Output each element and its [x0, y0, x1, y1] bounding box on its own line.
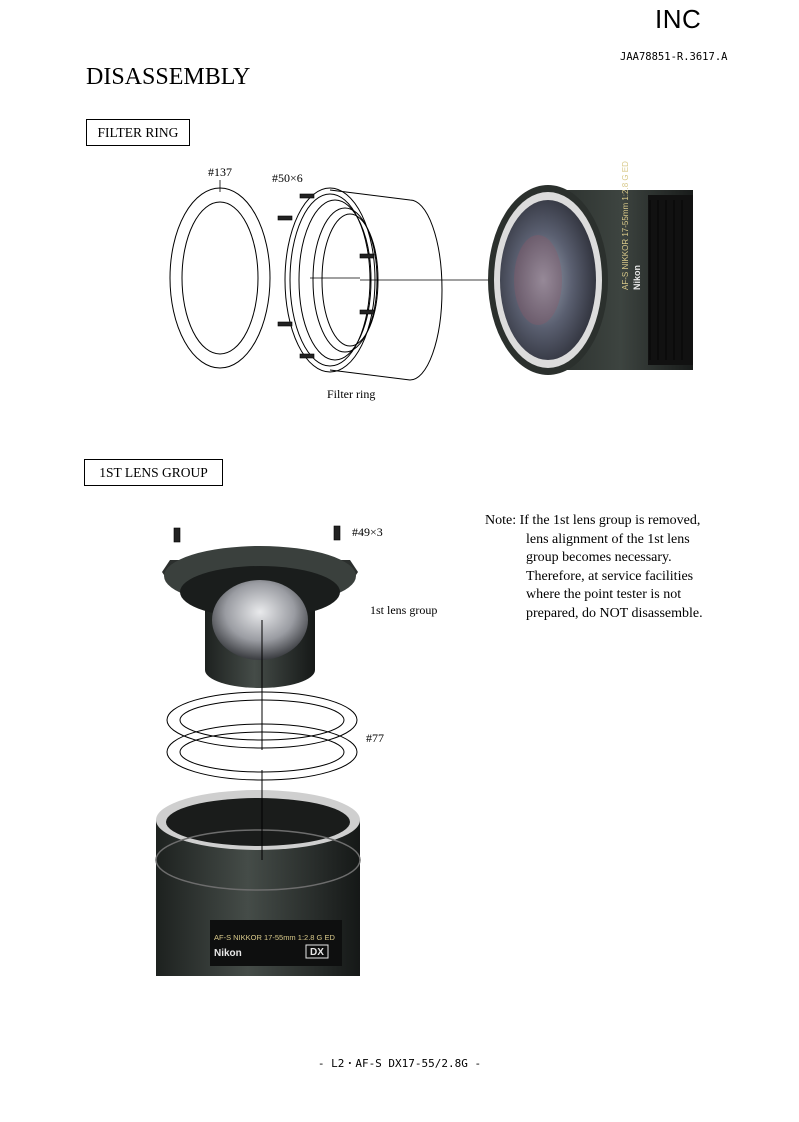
lens-model-print: AF-S NIKKOR 17-55mm 1:2.8 G ED — [214, 933, 335, 942]
part-label-filter-ring: Filter ring — [327, 387, 376, 401]
dx-badge: DX — [310, 947, 324, 958]
lens-group-exploded-drawing — [150, 520, 365, 980]
note-line: prepared, do NOT disassemble. — [526, 605, 703, 621]
part-label-77: #77 — [366, 731, 384, 745]
page-footer: - L2・AF-S DX17-55/2.8G - — [317, 1057, 482, 1070]
screw-set-50-drawing — [278, 194, 374, 358]
brand-mark: INC — [655, 4, 702, 34]
filter-ring-body-drawing — [285, 188, 442, 380]
lens-model-print-side: AF-S NIKKOR 17-55mm 1:2.8 G ED — [621, 161, 630, 290]
page-title: DISASSEMBLY — [86, 64, 251, 90]
part-label-49-screws: #49×3 — [352, 525, 383, 539]
document-code: JAA78851-R.3617.A — [620, 51, 728, 63]
part-label-1st-lens-group: 1st lens group — [370, 603, 438, 617]
note-line: Note: If the 1st lens group is removed, — [485, 513, 701, 528]
note-line: group becomes necessary. — [526, 550, 672, 565]
filter-ring-exploded-drawing — [160, 180, 460, 380]
lower-lens-barrel-drawing — [156, 790, 360, 976]
part-label-50-screws: #50×6 — [272, 171, 303, 185]
lens-maker-print-side: Nikon — [632, 264, 642, 290]
section-title-filter-ring: FILTER RING — [86, 119, 190, 146]
note-line: where the point tester is not — [526, 587, 682, 602]
first-lens-group-drawing — [162, 546, 358, 688]
lens-photo-front — [478, 161, 693, 380]
note-line: lens alignment of the 1st lens — [526, 531, 690, 547]
section-title-1st-lens-group: 1ST LENS GROUP — [84, 459, 223, 486]
note-line: Therefore, at service facilities — [526, 568, 694, 584]
service-note — [485, 512, 745, 623]
lens-maker-print: Nikon — [214, 948, 242, 959]
part-label-137: #137 — [208, 165, 232, 179]
ring-137-drawing — [170, 188, 270, 368]
